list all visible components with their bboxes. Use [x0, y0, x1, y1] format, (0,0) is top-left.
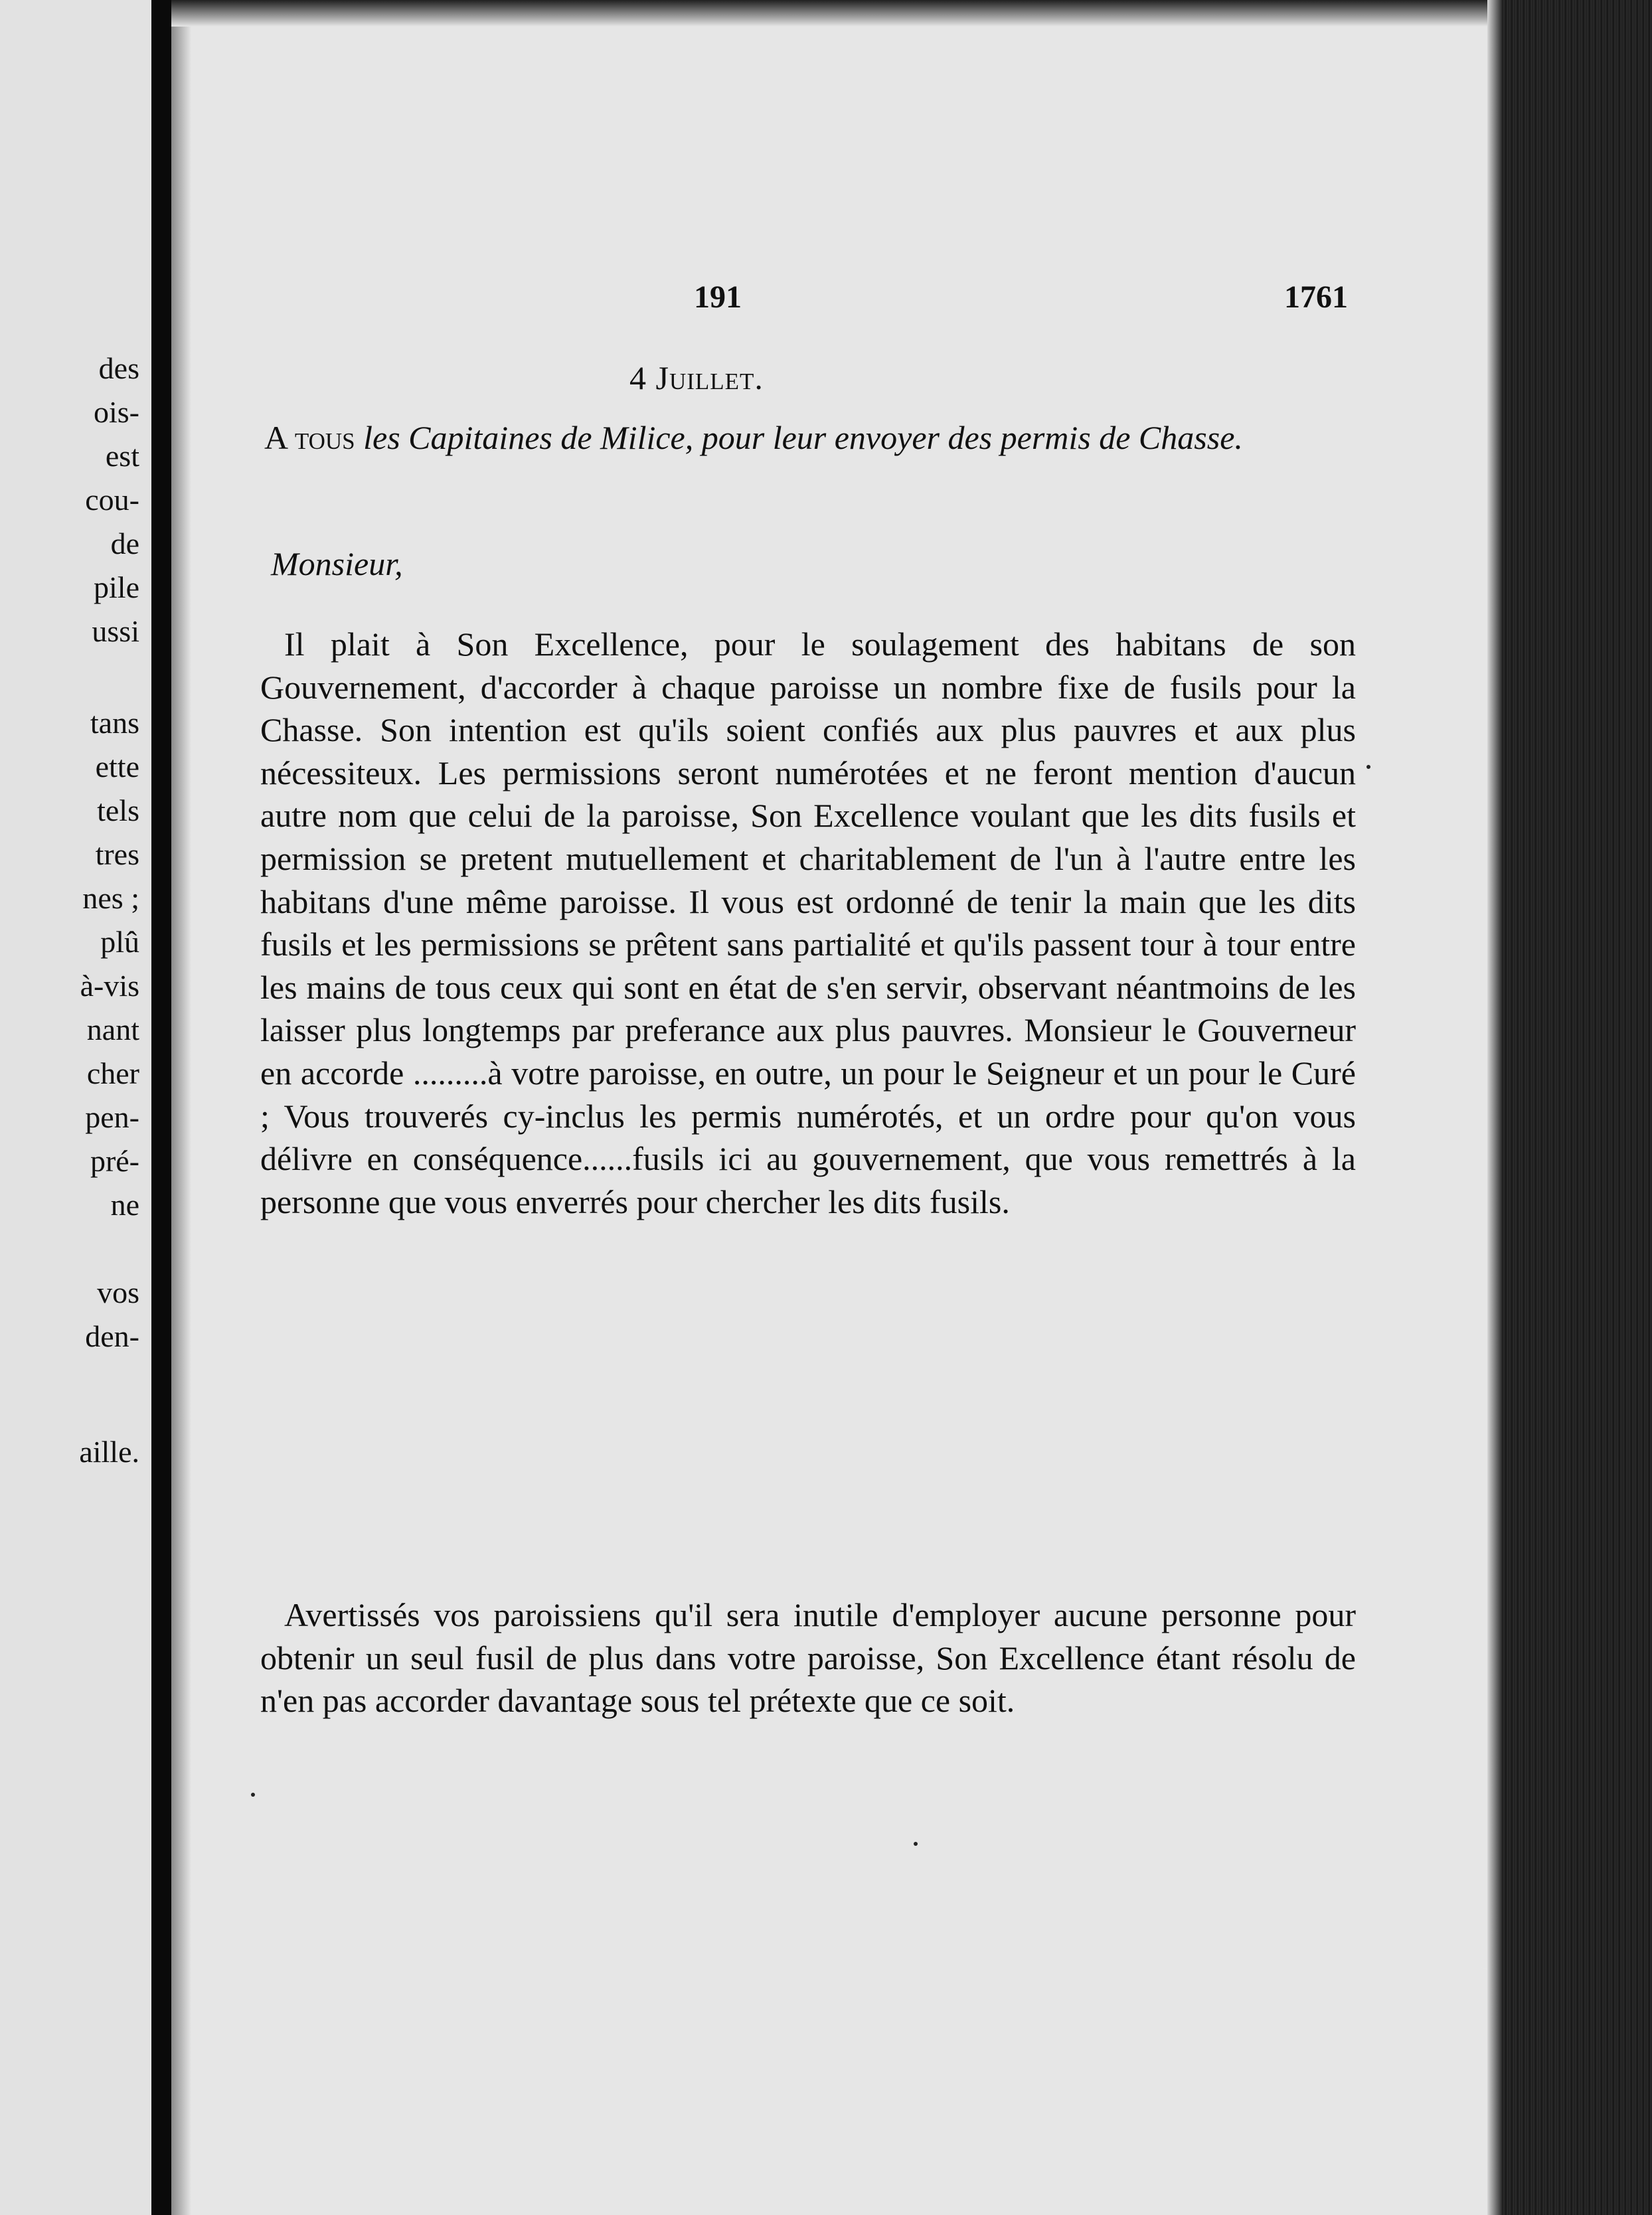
facing-page-word: tels: [97, 793, 139, 827]
facing-page-word: de: [110, 527, 139, 560]
paper-speck: [1366, 765, 1370, 769]
facing-page-word: à-vis: [80, 969, 139, 1003]
page-edge-shadow: [1487, 0, 1502, 2215]
facing-page-fragment: [0, 0, 151, 2215]
facing-page-word: cou-: [85, 483, 139, 517]
gutter-shadow: [171, 0, 191, 2215]
facing-page-word: ussi: [92, 614, 139, 648]
facing-page-word: nant: [86, 1013, 139, 1046]
facing-page-word: pen-: [85, 1100, 139, 1134]
paper-speck: [914, 1842, 918, 1846]
address-text: les Capitaines de Milice, pour leur envoyer des permis de Chasse.: [363, 419, 1243, 456]
address-prefix: A tous: [264, 419, 355, 456]
book-fore-edge: [1502, 0, 1652, 2215]
body-paragraph: Avertissés vos paroissiens qu'il sera inutile d'employer aucune personne pour obtenir un seul fusil de plus dans votre paroisse, Son Excellence étant résolu de n'en pas accorder davantage sous tel prétexte que ce soit.: [260, 1596, 1356, 1720]
facing-page-word: pile: [94, 570, 139, 604]
running-year: 1761: [1284, 280, 1348, 315]
page-top-shadow: [171, 0, 1499, 27]
book-gutter: [151, 0, 171, 2215]
facing-page-word: tres: [95, 837, 139, 871]
facing-page-word: des: [98, 351, 139, 385]
facing-page-word: aille.: [79, 1435, 139, 1469]
facing-page-word: plû: [100, 925, 139, 959]
entry-date-heading: [629, 359, 764, 397]
paper-speck: [251, 1793, 255, 1797]
facing-page-word: ne: [110, 1188, 139, 1222]
facing-page-word: den-: [85, 1319, 139, 1353]
facing-page-word: nes ;: [82, 881, 139, 915]
facing-page-word: ette: [95, 750, 139, 783]
facing-page-word: vos: [97, 1275, 139, 1309]
facing-page-word: ois-: [94, 395, 139, 429]
facing-page-word: est: [105, 439, 139, 473]
facing-page-word: pré-: [90, 1144, 139, 1178]
body-paragraph: Il plait à Son Excellence, pour le soulagement des habitans de son Gouvernement, d'accorder à chaque paroisse un nombre fixe de fusils pour la Chasse. Son intention est qu'ils soient confiés aux plus pauvres et aux plus nécessiteux. Les permissions seront numérotées et ne feront mention d'aucun autre nom que celui de la paroisse, Son Excellence voulant que les dits fusils et permission se pretent mutuellement et charitablement de l'un à l'autre entre les habitans d'une même paroisse. Il vous est ordonné de tenir la main que les dits fusils et les permissions se prêtent sans partialité et qu'ils passent tour à tour entre les mains de tous ceux qui sont en état de s'en servir, observant néantmoins de les laisser plus longtemps par preferance aux plus pauvres. Monsieur le Gouverneur en accorde .........à votre paroisse, en outre, un pour le Seigneur et un pour le Curé ; Vous trouverés cy-inclus les permis numérotés, et un ordre pour qu'on vous délivre en conséquence......fusils ici au gouvernement, que vous remettrés à la personne que vous enverrés pour chercher les dits fusils.: [260, 625, 1356, 1220]
entry-address: [264, 413, 1353, 462]
page-number: 191: [694, 280, 742, 315]
entry-date: 4 Juillet.: [629, 359, 764, 396]
salutation: Monsieur,: [271, 545, 403, 582]
facing-page-word: tans: [90, 706, 139, 740]
book-page: [191, 27, 1487, 2215]
facing-page-word: cher: [86, 1056, 139, 1090]
